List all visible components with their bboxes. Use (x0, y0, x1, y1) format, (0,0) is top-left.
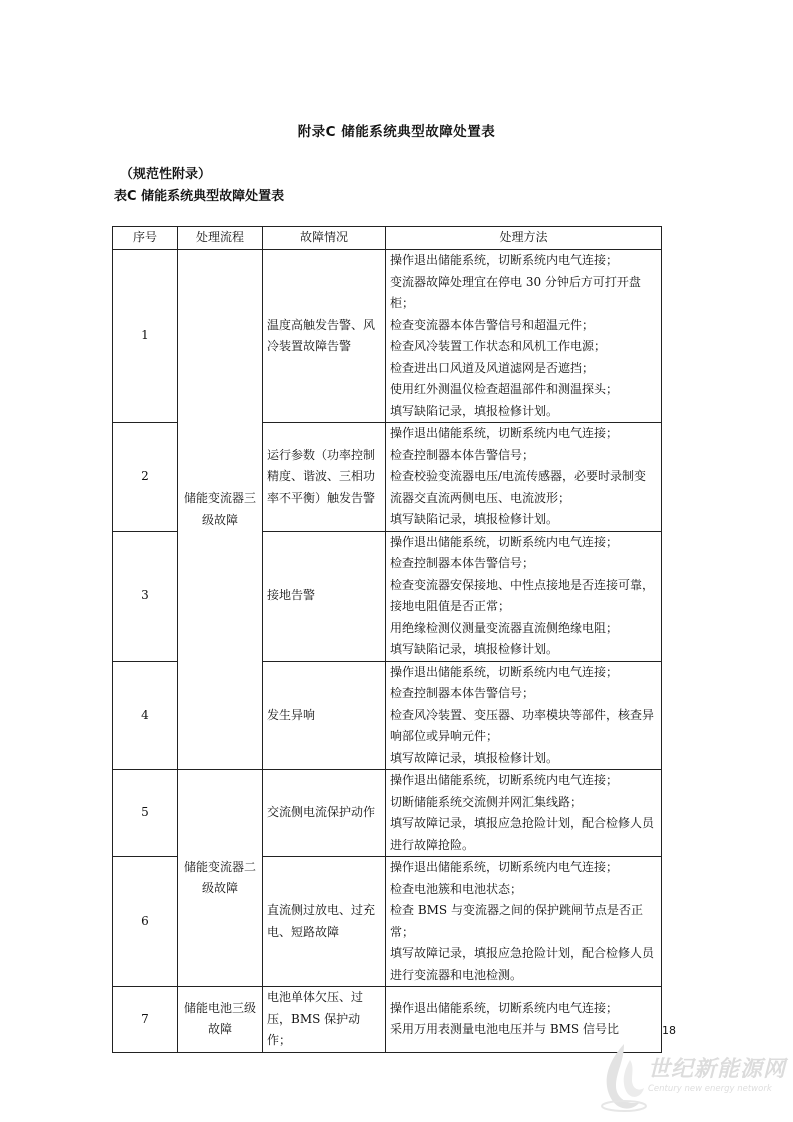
header-situation: 故障情况 (263, 227, 386, 250)
method-line: 检查控制器本体告警信号； (390, 447, 535, 462)
appendix-note: （规范性附录） (120, 167, 212, 182)
watermark-brand: 世纪新能源网 (648, 1057, 787, 1082)
row-number: 2 (113, 423, 178, 532)
method-line: 填写故障记录，填报应急抢险计划，配合检修人员进行变流器和电池检测。 (390, 946, 655, 982)
fault-handling-table (112, 226, 662, 1053)
method-line: 检查 BMS 与变流器之间的保护跳闸节点是否正常； (390, 903, 643, 939)
fault-situation: 电池单体欠压、过压，BMS 保护动作； (263, 987, 386, 1053)
table-row (113, 987, 662, 1053)
process-group-cell: 储能变流器三级故障 (178, 250, 263, 770)
row-number: 4 (113, 661, 178, 770)
method-line: 填写缺陷记录，填报检修计划。 (390, 403, 559, 418)
process-group-cell: 储能电池三级故障 (178, 987, 263, 1053)
handling-method (386, 770, 662, 857)
method-line: 操作退出储能系统，切断系统内电气连接； (390, 253, 619, 267)
header-method: 处理方法 (386, 227, 662, 250)
watermark (596, 1040, 791, 1115)
method-line: 填写缺陷记录，填报检修计划。 (390, 512, 559, 526)
method-line: 检查变流器安保接地、中性点接地是否连接可靠，接地电阻值是否正常； (390, 577, 655, 613)
method-line: 检查控制器本体告警信号； (390, 556, 535, 570)
method-line: 填写缺陷记录，填报检修计划。 (390, 642, 559, 656)
handling-method (386, 531, 662, 661)
fault-situation: 运行参数（功率控制精度、谐波、三相功率不平衡）触发告警 (263, 423, 386, 532)
row-number: 7 (113, 987, 178, 1053)
method-line: 切断储能系统交流侧并网汇集线路； (390, 794, 583, 809)
fault-situation: 接地告警 (263, 531, 386, 661)
method-line: 用绝缘检测仪测量变流器直流侧绝缘电阻； (390, 620, 619, 635)
method-line: 使用红外测温仪检查超温部件和测温探头； (390, 382, 619, 396)
method-line: 检查电池簇和电池状态； (390, 881, 523, 896)
method-line: 操作退出储能系统，切断系统内电气连接； (390, 664, 619, 679)
flame-logo-icon (598, 1040, 648, 1115)
table-row (113, 250, 662, 423)
method-line: 检查风冷装置工作状态和风机工作电源； (390, 339, 607, 353)
table-title: 表C 储能系统典型故障处置表 (114, 189, 285, 204)
handling-method (386, 661, 662, 770)
handling-method (386, 423, 662, 532)
method-line: 采用万用表测量电池电压并与 BMS 信号比 (390, 1022, 619, 1037)
method-line: 操作退出储能系统，切断系统内电气连接； (390, 426, 619, 440)
handling-method (386, 857, 662, 987)
method-line: 填写故障记录，填报应急抢险计划，配合检修人员进行故障抢险。 (390, 816, 655, 852)
fault-situation: 温度高触发告警、风冷装置故障告警 (263, 250, 386, 423)
method-line: 操作退出储能系统，切断系统内电气连接； (390, 773, 619, 787)
method-line: 检查校验变流器电压/电流传感器，必要时录制变流器交直流两侧电压、电流波形； (390, 469, 647, 505)
row-number: 5 (113, 770, 178, 857)
header-no: 序号 (113, 227, 178, 250)
method-line: 检查变流器本体告警信号和超温元件； (390, 317, 595, 332)
row-number: 6 (113, 857, 178, 987)
method-line: 检查风冷装置、变压器、功率模块等部件，核查异响部位或异响元件； (390, 707, 655, 743)
handling-method (386, 250, 662, 423)
table-row (113, 770, 662, 857)
row-number: 3 (113, 531, 178, 661)
fault-situation: 直流侧过放电、过充电、短路故障 (263, 857, 386, 987)
method-line: 操作退出储能系统，切断系统内电气连接； (390, 534, 619, 549)
method-line: 检查控制器本体告警信号； (390, 686, 535, 700)
page-heading: 附录C 储能系统典型故障处置表 (297, 124, 496, 140)
method-line: 操作退出储能系统，切断系统内电气连接； (390, 860, 619, 874)
row-number: 1 (113, 250, 178, 423)
process-group-cell: 储能变流器二级故障 (178, 770, 263, 987)
fault-situation: 发生异响 (263, 661, 386, 770)
method-line: 填写故障记录，填报检修计划。 (390, 750, 559, 765)
method-line: 变流器故障处理宜在停电 30 分钟后方可打开盘柜； (390, 274, 641, 310)
method-line: 检查进出口风道及风道滤网是否遮挡； (390, 360, 595, 375)
table-header-row (113, 227, 662, 250)
watermark-subtitle: Century new energy network (648, 1084, 772, 1094)
page-number: 18 (662, 1024, 676, 1037)
method-line: 操作退出储能系统，切断系统内电气连接； (390, 1000, 619, 1015)
fault-situation: 交流侧电流保护动作 (263, 770, 386, 857)
header-process: 处理流程 (178, 227, 263, 250)
